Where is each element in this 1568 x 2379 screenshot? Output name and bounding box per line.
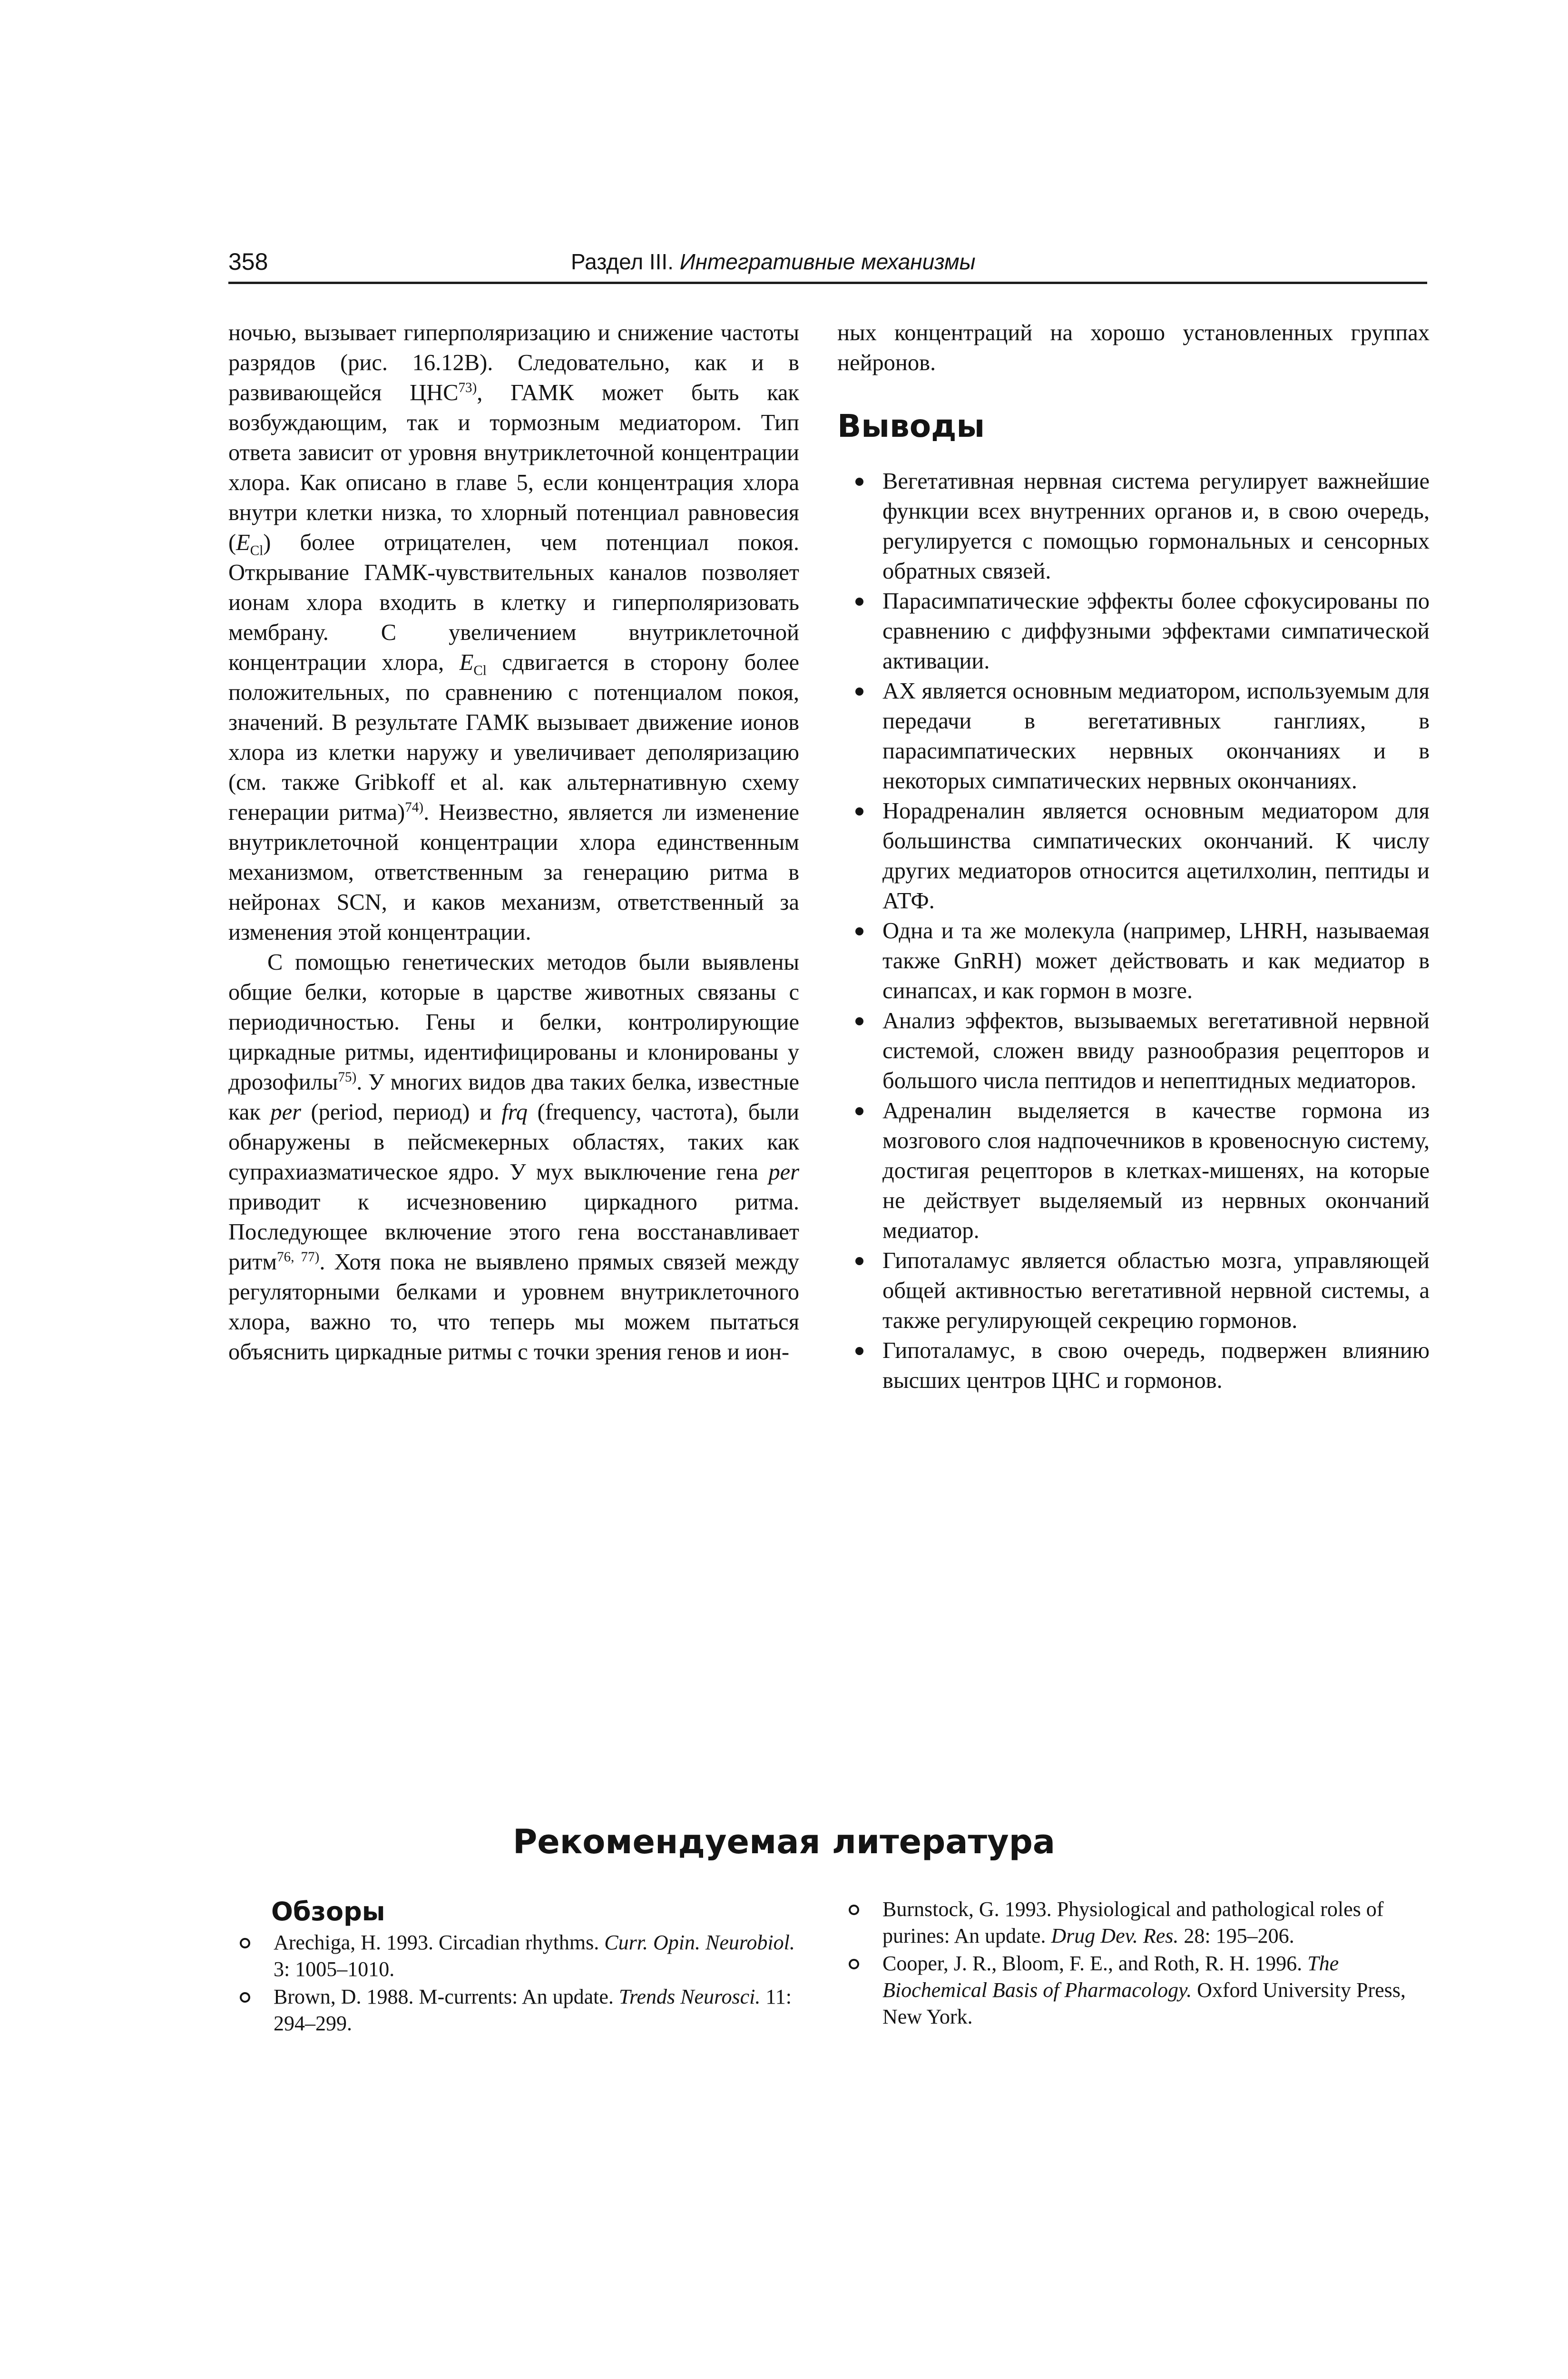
bullet-dot-icon (855, 1257, 863, 1265)
circle-bullet-icon (849, 1905, 859, 1915)
bullet-dot-icon (855, 1017, 863, 1025)
list-item: Парасимпатические эффекты более сфокусированы по сравнению с диффузными эффектами симпатической активации. (837, 586, 1430, 676)
reference-item: Cooper, J. R., Bloom, F. E., and Roth, R. H. 1996. The Biochemical Basis of Pharmacology. Oxford University Press, New York. (837, 1950, 1430, 2030)
body-paragraph-1: ночью, вызывает гиперполяризацию и снижение частоты разрядов (рис. 16.12В). Следовательно, как и в развивающейся ЦНС$^{73)}$, ГАМК может быть как возбуждающим, так и тормозным медиатором. Тип ответа зависит от уровня внутриклеточной концентрации хлора. Как описано в главе 5, если концентрация хлора внутри клетки низка, то хлорный потенциал равновесия $(E_{Cl})$ более отрицателен, чем потенциал покоя. Открывание ГАМК-чувствительных каналов позволяет ионам хлора входить в клетку и гиперполяризовать мембрану. С увеличением внутриклеточной концентрации хлора, $E_{Cl}$ сдвигается в сторону более положительных, по сравнению с потенциалом покоя, значений. В результате ГАМК вызывает движение ионов хлора из клетки наружу и увеличивает деполяризацию (см. также Gribkoff et al. как альтернативную схему генерации ритма)$^{74)}$. Неизвестно, является ли изменение внутриклеточной концентрации хлора единственным механизмом, ответственным за генерацию ритма в нейронах SCN, и каков механизм, ответственный за изменения этой концентрации. (228, 320, 799, 945)
references-left (228, 1896, 809, 2038)
reference-item: Burnstock, G. 1993. Physiological and pathological roles of purines: An update. Drug Dev. Res. 28: 195–206. (837, 1896, 1430, 1949)
list-item: Гипоталамус является областью мозга, управляющей общей активностью вегетативной нервной системы, а также регулирующей секрецию гормонов. (837, 1246, 1430, 1336)
running-header (228, 247, 1427, 284)
circle-bullet-icon (240, 1938, 250, 1948)
bullet-dot-icon (855, 807, 863, 816)
bullet-dot-icon (855, 688, 863, 696)
conclusions-heading: Выводы (837, 408, 985, 444)
reference-item: Brown, D. 1988. M-currents: An update. Trends Neurosci. 11: 294–299. (228, 1984, 809, 2037)
left-column (228, 318, 799, 1367)
circle-bullet-icon (240, 1992, 250, 2003)
right-column (837, 318, 1430, 1396)
page-number: 358 (228, 248, 268, 275)
bullet-dot-icon (855, 478, 863, 486)
section-title: Интегративные механизмы (679, 249, 976, 274)
list-item: Норадреналин является основным медиатором для большинства симпатических окончаний. К числу других медиаторов относится ацетилхолин, пептиды и АТФ. (837, 796, 1430, 916)
reviews-heading: Обзоры (271, 1897, 385, 1927)
list-item: АХ является основным медиатором, используемым для передачи в вегетативных ганглиях, в парасимпатических нервных окончаниях и в некоторых симпатических нервных окончаниях. (837, 676, 1430, 796)
section-label: Раздел III. (571, 249, 674, 274)
list-item: Гипоталамус, в свою очередь, подвержен влиянию высших центров ЦНС и гормонов. (837, 1336, 1430, 1396)
bullet-dot-icon (855, 1107, 863, 1115)
circle-bullet-icon (849, 1959, 859, 1969)
list-item: Адреналин выделяется в качестве гормона из мозгового слоя надпочечников в кровеносную систему, достигая рецепторов в клетках-мишенях, на которые не действует выделяемый из нервных окончаний медиатор. (837, 1096, 1430, 1246)
references-right (837, 1896, 1430, 2031)
bullet-dot-icon (855, 927, 863, 935)
list-item: Одна и та же молекула (например, LHRH, называемая также GnRH) может действовать и как медиатор в синапсах, и как гормон в мозге. (837, 916, 1430, 1006)
continuation-text: ных концентраций на хорошо установленных группах нейронов. (837, 320, 1430, 375)
list-item: Анализ эффектов, вызываемых вегетативной нервной системой, сложен ввиду разнообразия рецепторов и большого числа пептидов и непептидных медиаторов. (837, 1006, 1430, 1096)
running-head (571, 247, 975, 276)
conclusions-list (837, 466, 1430, 1396)
bullet-dot-icon (855, 1347, 863, 1355)
literature-heading: Рекомендуемая литература (512, 1822, 1056, 1861)
reference-item: Arechiga, H. 1993. Circadian rhythms. Curr. Opin. Neurobiol. 3: 1005–1010. (228, 1929, 809, 1983)
list-item: Вегетативная нервная система регулирует важнейшие функции всех внутренних органов и, в свою очередь, регулируется с помощью гормональных и сенсорных обратных связей. (837, 466, 1430, 586)
bullet-dot-icon (855, 598, 863, 606)
body-paragraph-2: С помощью генетических методов были выявлены общие белки, которые в царстве животных связаны с периодичностью. Гены и белки, контролирующие циркадные ритмы, идентифицированы и клонированы у дрозофилы$^{75)}$. У многих видов два таких белка, известные как per (period, период) и frq (frequency, частота), были обнаружены в пейсмекерных областях, таких как супрахиазматическое ядро. У мух выключение гена per приводит к исчезновению циркадного ритма. Последующее включение этого гена восстанавливает ритм$^{76, 77)}$. Хотя пока не выявлено прямых связей между регуляторными белками и уровнем внутриклеточного хлора, важно то, что теперь мы можем пытаться объяснить циркадные ритмы с точки зрения генов и ион- (228, 950, 799, 1365)
